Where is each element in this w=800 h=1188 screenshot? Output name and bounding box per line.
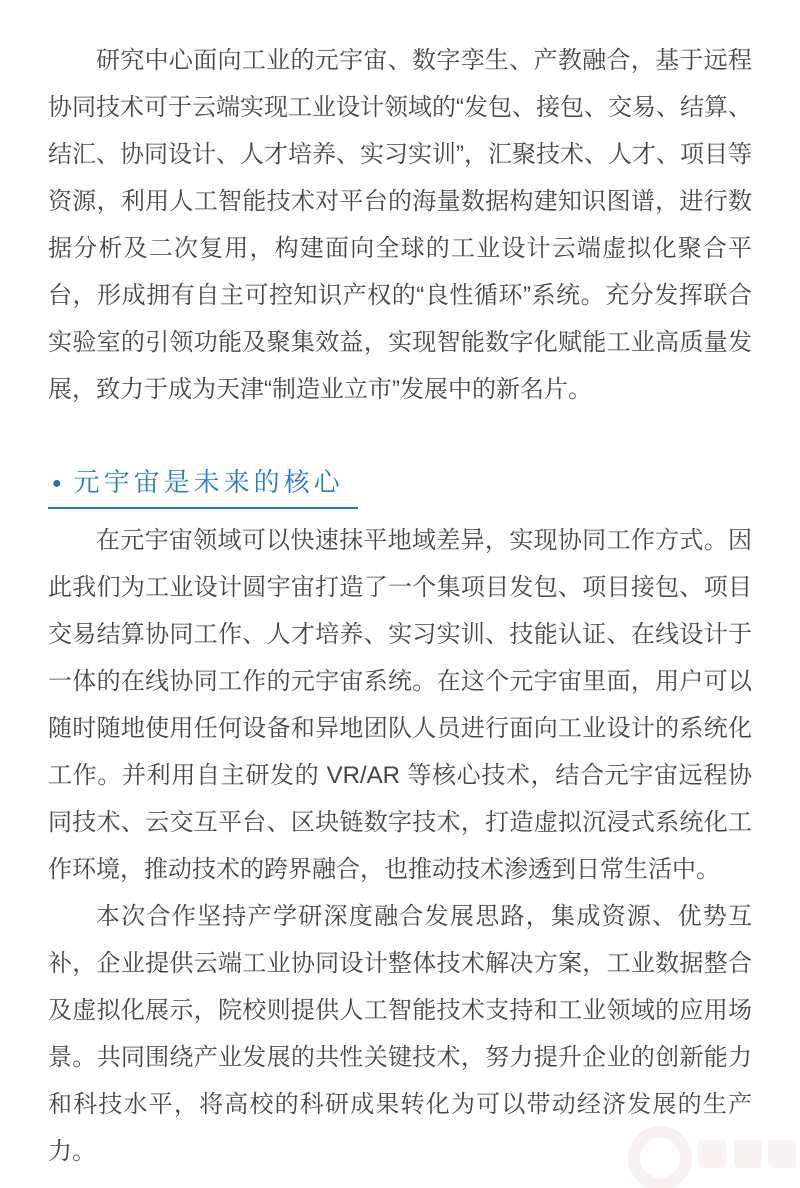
intro-paragraph: 研究中心面向工业的元宇宙、数字孪生、产教融合，基于远程协同技术可于云端实现工业设计领域的“发包、接包、交易、结算、结汇、协同设计、人才培养、实习实训”，汇聚技术、人才、项目等资源，利用人工智能技术对平台的海量数据构建知识图谱，进行数据分析及二次复用，构建面向全球的工业设计云端虚拟化聚合平台，形成拥有自主可控知识产权的“良性循环”系统。充分发挥联合实验室的引领功能及聚集效益，实现智能数字化赋能工业高质量发展，致力于成为天津“制造业立市”发展中的新名片。 [48,47,752,403]
bullet-icon: ● [52,475,62,492]
section-heading-text: 元宇宙是未来的核心 [73,467,344,497]
watermark-glyph [768,1140,796,1168]
document-content [48,0,752,1175]
body-paragraph-1: 在元宇宙领域可以快速抹平地域差异，实现协同工作方式。因此我们为工业设计圆宇宙打造了一个集项目发包、项目接包、项目交易结算协同工作、人才培养、实习实训、技能认证、在线设计于一体的在线协同工作的元宇宙系统。在这个元宇宙里面，用户可以随时随地使用任何设备和异地团队人员进行面向工业设计的系统化工作。并利用自主研发的 VR/AR 等核心技术，结合元宇宙远程协同技术、云交互平台、区块链数字技术，打造虚拟沉浸式系统化工作环境，推动技术的跨界融合，也推动技术渗透到日常生活中。 [48,527,752,883]
body-paragraph-2: 本次合作坚持产学研深度融合发展思路，集成资源、优势互补，企业提供云端工业协同设计整体技术解决方案，工业数据整合及虚拟化展示，院校则提供人工智能技术支持和工业领域的应用场景。共同围绕产业发展的共性关键技术，努力提升企业的创新能力和科技水平，将高校的科研成果转化为可以带动经济发展的生产力。 [48,903,752,1165]
section-heading [48,465,358,509]
